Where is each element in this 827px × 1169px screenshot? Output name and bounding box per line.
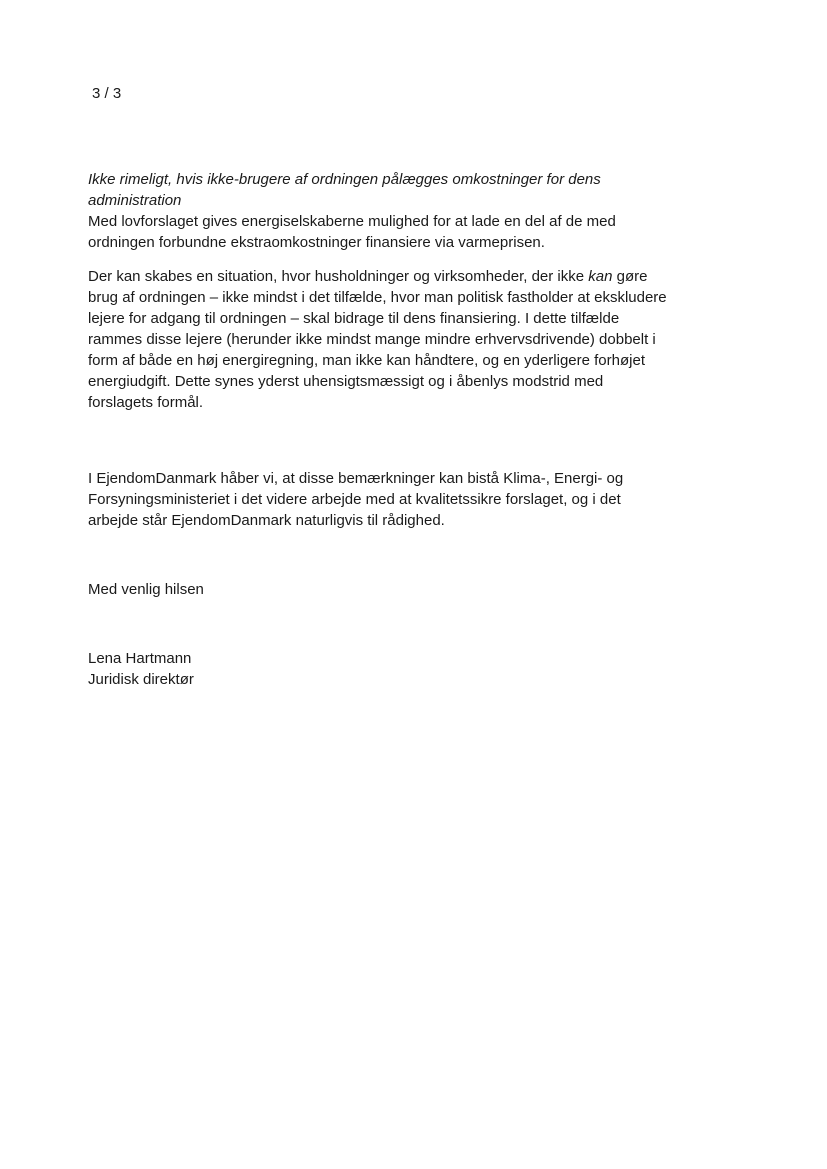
closing-greeting: Med venlig hilsen (88, 581, 204, 598)
signatory-name: Lena Hartmann (88, 650, 192, 667)
section-heading: Ikke rimeligt, hvis ikke-brugere af ordningen pålægges omkostninger for dens administration (88, 171, 601, 209)
paragraph-tenants-emphasis: kan (588, 268, 613, 285)
paragraph-tenants-part-a: Der kan skabes en situation, hvor husholdninger og virksomheder, der ikke (88, 268, 589, 285)
paragraph-tenants-part-b: gøre brug af ordningen – ikke mindst i det tilfælde, hvor man politisk fastholder at ekskludere lejere for adgang til ordningen – skal bidrage til dens finansiering. I dette tilfælde rammes disse lejere (herunder ikke mindst mange mindre erhvervsdrivende) dobbelt i form af både en høj energiregning, man ikke kan håndtere, og en yderligere forhøjet energiudgift. Dette synes yderst uhensigtsmæssigt og i åbenlys modstrid med forslagets formål. (88, 268, 667, 411)
letter-body (88, 169, 668, 690)
signatory-title: Juridisk direktør (88, 671, 194, 688)
page-number: 3 / 3 (92, 85, 122, 102)
paragraph-financing: Med lovforslaget gives energiselskaberne mulighed for at lade en del af de med ordningen forbundne ekstraomkostninger finansiere via varmeprisen. (88, 213, 616, 251)
paragraph-tenants (88, 266, 668, 413)
signature-block (88, 648, 668, 690)
paragraph-conclusion: I EjendomDanmark håber vi, at disse bemærkninger kan bistå Klima-, Energi- og Forsyningsministeriet i det videre arbejde med at kvalitetssikre forslaget, og i det arbejde står EjendomDanmark naturligvis til rådighed. (88, 470, 624, 529)
